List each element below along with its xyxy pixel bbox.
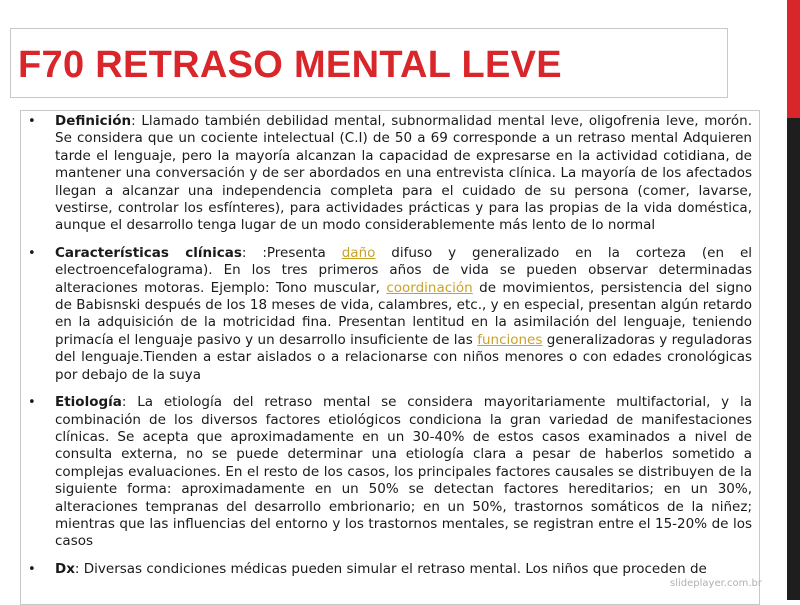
item-text: : La etiología del retraso mental se considera mayoritariamente multifactorial, y la combinación de los diversos factores etiológicos condiciona la gran variedad de manifestaciones clínicas. Se acepta que aproximadamente en un 30-40% de estos casos examinados a nivel de consulta externa, no se puede determinar una etiología clara a pesar de haberlos sometido a complejas evaluaciones. En el resto de los casos, los principales factores causales se distribuyen de la siguiente forma: aproximadamente en un 50% se detectan factores hereditarios; en un 30%, alteraciones tempranas del desarrollo embrionario; en un 50%, trastornos somáticos de la niñez; mientras que las influencias del entorno y los trastornos mentales, se registran entre el 15-20% de los casos [55,394,752,550]
item-text: de movimientos, persistencia del signo de Babisnski después de los 18 meses de vida, calambres, etc., y en especial, presentan algún retardo en la adquisición de la motricidad fina. Presentan lentitud en la asimilación del lenguaje, teniendo primacía el lenguaje pasivo y un desarrollo insuficiente de las [55,279,752,348]
accent-bar-dark [787,118,800,600]
bullet-icon: • [28,114,36,129]
link-coordinacion[interactable]: coordinación [386,279,473,296]
bullet-icon: • [28,245,36,261]
link-funciones[interactable]: funciones [477,331,543,348]
term-label: Dx [55,560,75,577]
list-item-dx [24,561,752,578]
item-text: difuso y generalizado en la corteza (en el electroencefalograma). En los tres primeros años de vida se pueden observar determinadas alteraciones motoras. Ejemplo: Tono muscular, [55,244,752,296]
watermark-text: slideplayer.com.br [670,578,762,589]
list-item-etiologia [24,394,752,551]
list-item-caracteristicas [24,245,752,384]
item-text: : Diversas condiciones médicas pueden simular el retraso mental. Los niños que proceden de [74,560,707,577]
item-text: : Llamado también debilidad mental, subnormalidad mental leve, oligofrenia leve, morón. Se considera que un cociente intelectual (C.I) de 50 a 69 corresponde a un retraso mental Adquieren tarde el lenguaje, pero la mayoría alcanzan la capacidad de expresarse en la actividad cotidiana, de mantener una conversación y de ser abordados en una entrevista clínica. La mayoría de los afectados llegan a alcanzar una independencia completa para el cuidado de su persona (comer, lavarse, vestirse, controlar los esfínteres), para actividades prácticas y para las propias de la vida doméstica, aunque el desarrollo tenga lugar de un modo considerablemente más lento de lo normal [55,113,752,234]
slide-title: F70 RETRASO MENTAL LEVE [18,44,562,86]
slide-body [24,113,752,588]
bullet-icon: • [28,395,36,411]
list-item-definicion [24,113,752,235]
term-label: Características clínicas [55,244,242,261]
item-text: generalizadoras y reguladoras del lenguaje.Tienden a estar aislados o a relacionarse con niños menores o con edades cronológicas por debajo de la suya [55,331,752,383]
item-text: : :Presenta [241,244,342,261]
bullet-list [24,113,752,578]
bullet-icon: • [28,561,36,577]
term-label: Definición [55,113,132,129]
accent-bar-red [787,0,800,118]
term-label: Etiología [55,394,122,411]
link-dano[interactable]: daño [341,244,376,261]
